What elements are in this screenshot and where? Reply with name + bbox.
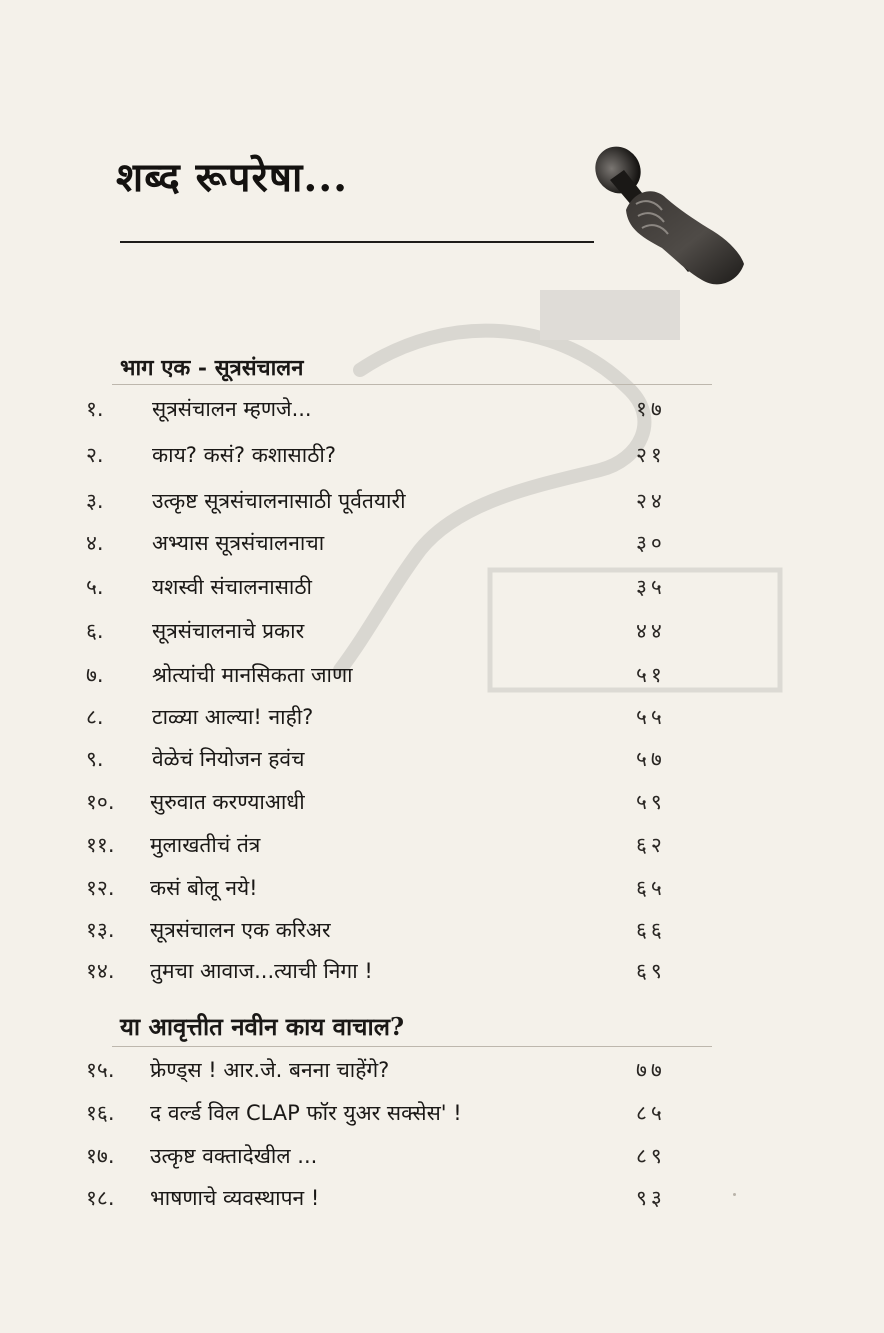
chapter-title: फ्रेण्ड्स ! आर.जे. बनना चाहेंगे? [150,1058,390,1082]
chapter-title: टाळ्या आल्या! नाही? [152,705,314,729]
chapter-number: ८. [86,705,104,729]
toc-row [0,617,884,657]
chapter-title: सूत्रसंचालन म्हणजे... [152,397,312,421]
chapter-title: भाषणाचे व्यवस्थापन ! [150,1186,320,1210]
chapter-title: सूत्रसंचालन एक करिअर [150,918,331,942]
toc-row [0,831,884,871]
chapter-number: १३. [86,918,115,942]
chapter-number: ७. [86,663,104,687]
microphone-in-hand-icon [588,140,748,290]
chapter-title: द वर्ल्ड विल CLAP फॉर युअर सक्सेस' ! [150,1101,462,1125]
chapter-title: सूत्रसंचालनाचे प्रकार [152,619,305,643]
page-number: २१ [636,443,666,467]
toc-row [0,1184,884,1224]
page-number: ३५ [636,575,666,599]
page-number: ६२ [636,833,666,857]
section-divider [112,1046,712,1047]
print-speck [733,1193,736,1196]
page-number: ४४ [636,619,666,643]
toc-row [0,441,884,481]
toc-row [0,1099,884,1139]
page-number: २४ [636,489,666,513]
section-heading-part-one: भाग एक - सूत्रसंचालन [120,355,304,381]
section-heading-new-edition: या आवृत्तीत नवीन काय वाचाल? [120,1012,405,1041]
chapter-title: यशस्वी संचालनासाठी [152,575,312,599]
chapter-number: ४. [86,531,104,555]
chapter-number: १८. [86,1186,115,1210]
toc-row [0,1056,884,1096]
page-number: ९३ [636,1186,666,1210]
page-title: शब्द रूपरेषा... [116,154,349,201]
chapter-title: काय? कसं? कशासाठी? [152,443,336,467]
chapter-number: १६. [86,1101,115,1125]
chapter-title: उत्कृष्ट सूत्रसंचालनासाठी पूर्वतयारी [152,489,406,513]
chapter-title: सुरुवात करण्याआधी [150,790,305,814]
page-number: ६५ [636,876,666,900]
chapter-number: १५. [86,1058,115,1082]
toc-row [0,661,884,701]
chapter-number: १०. [86,790,115,814]
chapter-title: वेळेचं नियोजन हवंच [152,747,305,771]
title-underline [120,241,594,243]
chapter-number: १७. [86,1144,115,1168]
toc-row [0,745,884,785]
chapter-number: ९. [86,747,104,771]
chapter-number: २. [86,443,104,467]
toc-row [0,703,884,743]
chapter-number: ५. [86,575,104,599]
chapter-number: ६. [86,619,104,643]
page-number: १७ [636,397,666,421]
toc-row [0,395,884,435]
page-number: ३० [636,531,666,555]
page-number: ६६ [636,918,666,942]
toc-row [0,874,884,914]
chapter-number: १२. [86,876,115,900]
chapter-title: श्रोत्यांची मानसिकता जाणा [152,663,353,687]
chapter-title: मुलाखतीचं तंत्र [150,833,261,857]
section-divider [112,384,712,385]
chapter-title: कसं बोलू नये! [150,876,258,900]
toc-row [0,1142,884,1182]
chapter-title: तुमचा आवाज...त्याची निगा ! [150,959,373,983]
chapter-title: उत्कृष्ट वक्तादेखील ... [150,1144,318,1168]
chapter-number: ११. [86,833,115,857]
toc-row [0,573,884,613]
page-number: ७७ [636,1058,666,1082]
page-number: ५९ [636,790,666,814]
toc-row [0,529,884,569]
chapter-number: ३. [86,489,104,513]
toc-row [0,957,884,997]
page-number: ५५ [636,705,666,729]
chapter-number: १४. [86,959,115,983]
chapter-title: अभ्यास सूत्रसंचालनाचा [152,531,325,555]
page-number: ५१ [636,663,666,687]
toc-row [0,916,884,956]
page-number: ८९ [636,1144,666,1168]
page-number: ६९ [636,959,666,983]
page-number: ५७ [636,747,666,771]
toc-row [0,487,884,527]
page-number: ८५ [636,1101,666,1125]
chapter-number: १. [86,397,104,421]
toc-row [0,788,884,828]
